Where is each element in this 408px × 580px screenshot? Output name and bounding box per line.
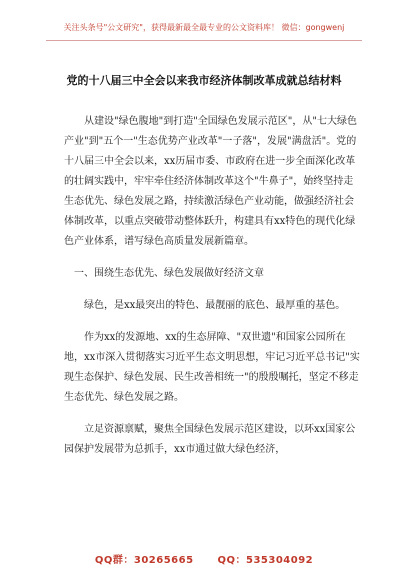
document-title: 党的十八届三中全会以来我市经济体制改革成就总结材料 <box>66 74 342 87</box>
header-banner: 关注头条号"公文研究"，获得最新最全最专业的公文资料库！ 微信：gongwenj <box>63 23 345 32</box>
footer-contact <box>0 551 408 566</box>
paragraph-intro: 从建设"绿色腹地"到打造"全国绿色发展示范区"，从"七大绿色产业"到"五个一"生态优势产业改革"一子落"，发展"满盘活"。党的十八届三中全会以来，xx历届市委、市政府在进一步全面深化改革的壮阔实践中，牢牢牵住经济体制改革这个"牛鼻子"，始终坚持走生态优先、绿色发展之路，持续激活绿色产业动能，做强经济社会体制改革，以重点突破带动整体跃升，构建具有xx特色的现代化绿色产业体系，谱写绿色高质量发展新篇章。 <box>64 116 357 247</box>
document-body <box>64 112 360 472</box>
paragraph-resource-endowment: 立足资源禀赋，聚焦全国绿色发展示范区建设，以环xx国家公园保护发展带为总抓手，xx市通过做大绿色经济， <box>64 424 356 455</box>
paragraph-green-definition: 绿色，是xx最突出的特色、最靓丽的底色、最厚重的基色。 <box>84 300 346 311</box>
section-heading-1: 一、围绕生态优先、绿色发展做好经济文章 <box>74 268 264 279</box>
footer-qq-group: QQ群：30265665 <box>94 555 194 566</box>
footer-qq-number: QQ：535304092 <box>217 555 314 566</box>
header-divider <box>46 40 362 41</box>
paragraph-ecological-role: 作为xx的发源地、xx的生态屏障、"双世遗"和国家公园所在地，xx市深入贯彻落实习近平生态文明思想，牢记习近平总书记"实现生态保护、绿色发展、民生改善相统一"的殷殷嘱托，坚定不移走生态优先、绿色发展之路。 <box>64 332 360 403</box>
